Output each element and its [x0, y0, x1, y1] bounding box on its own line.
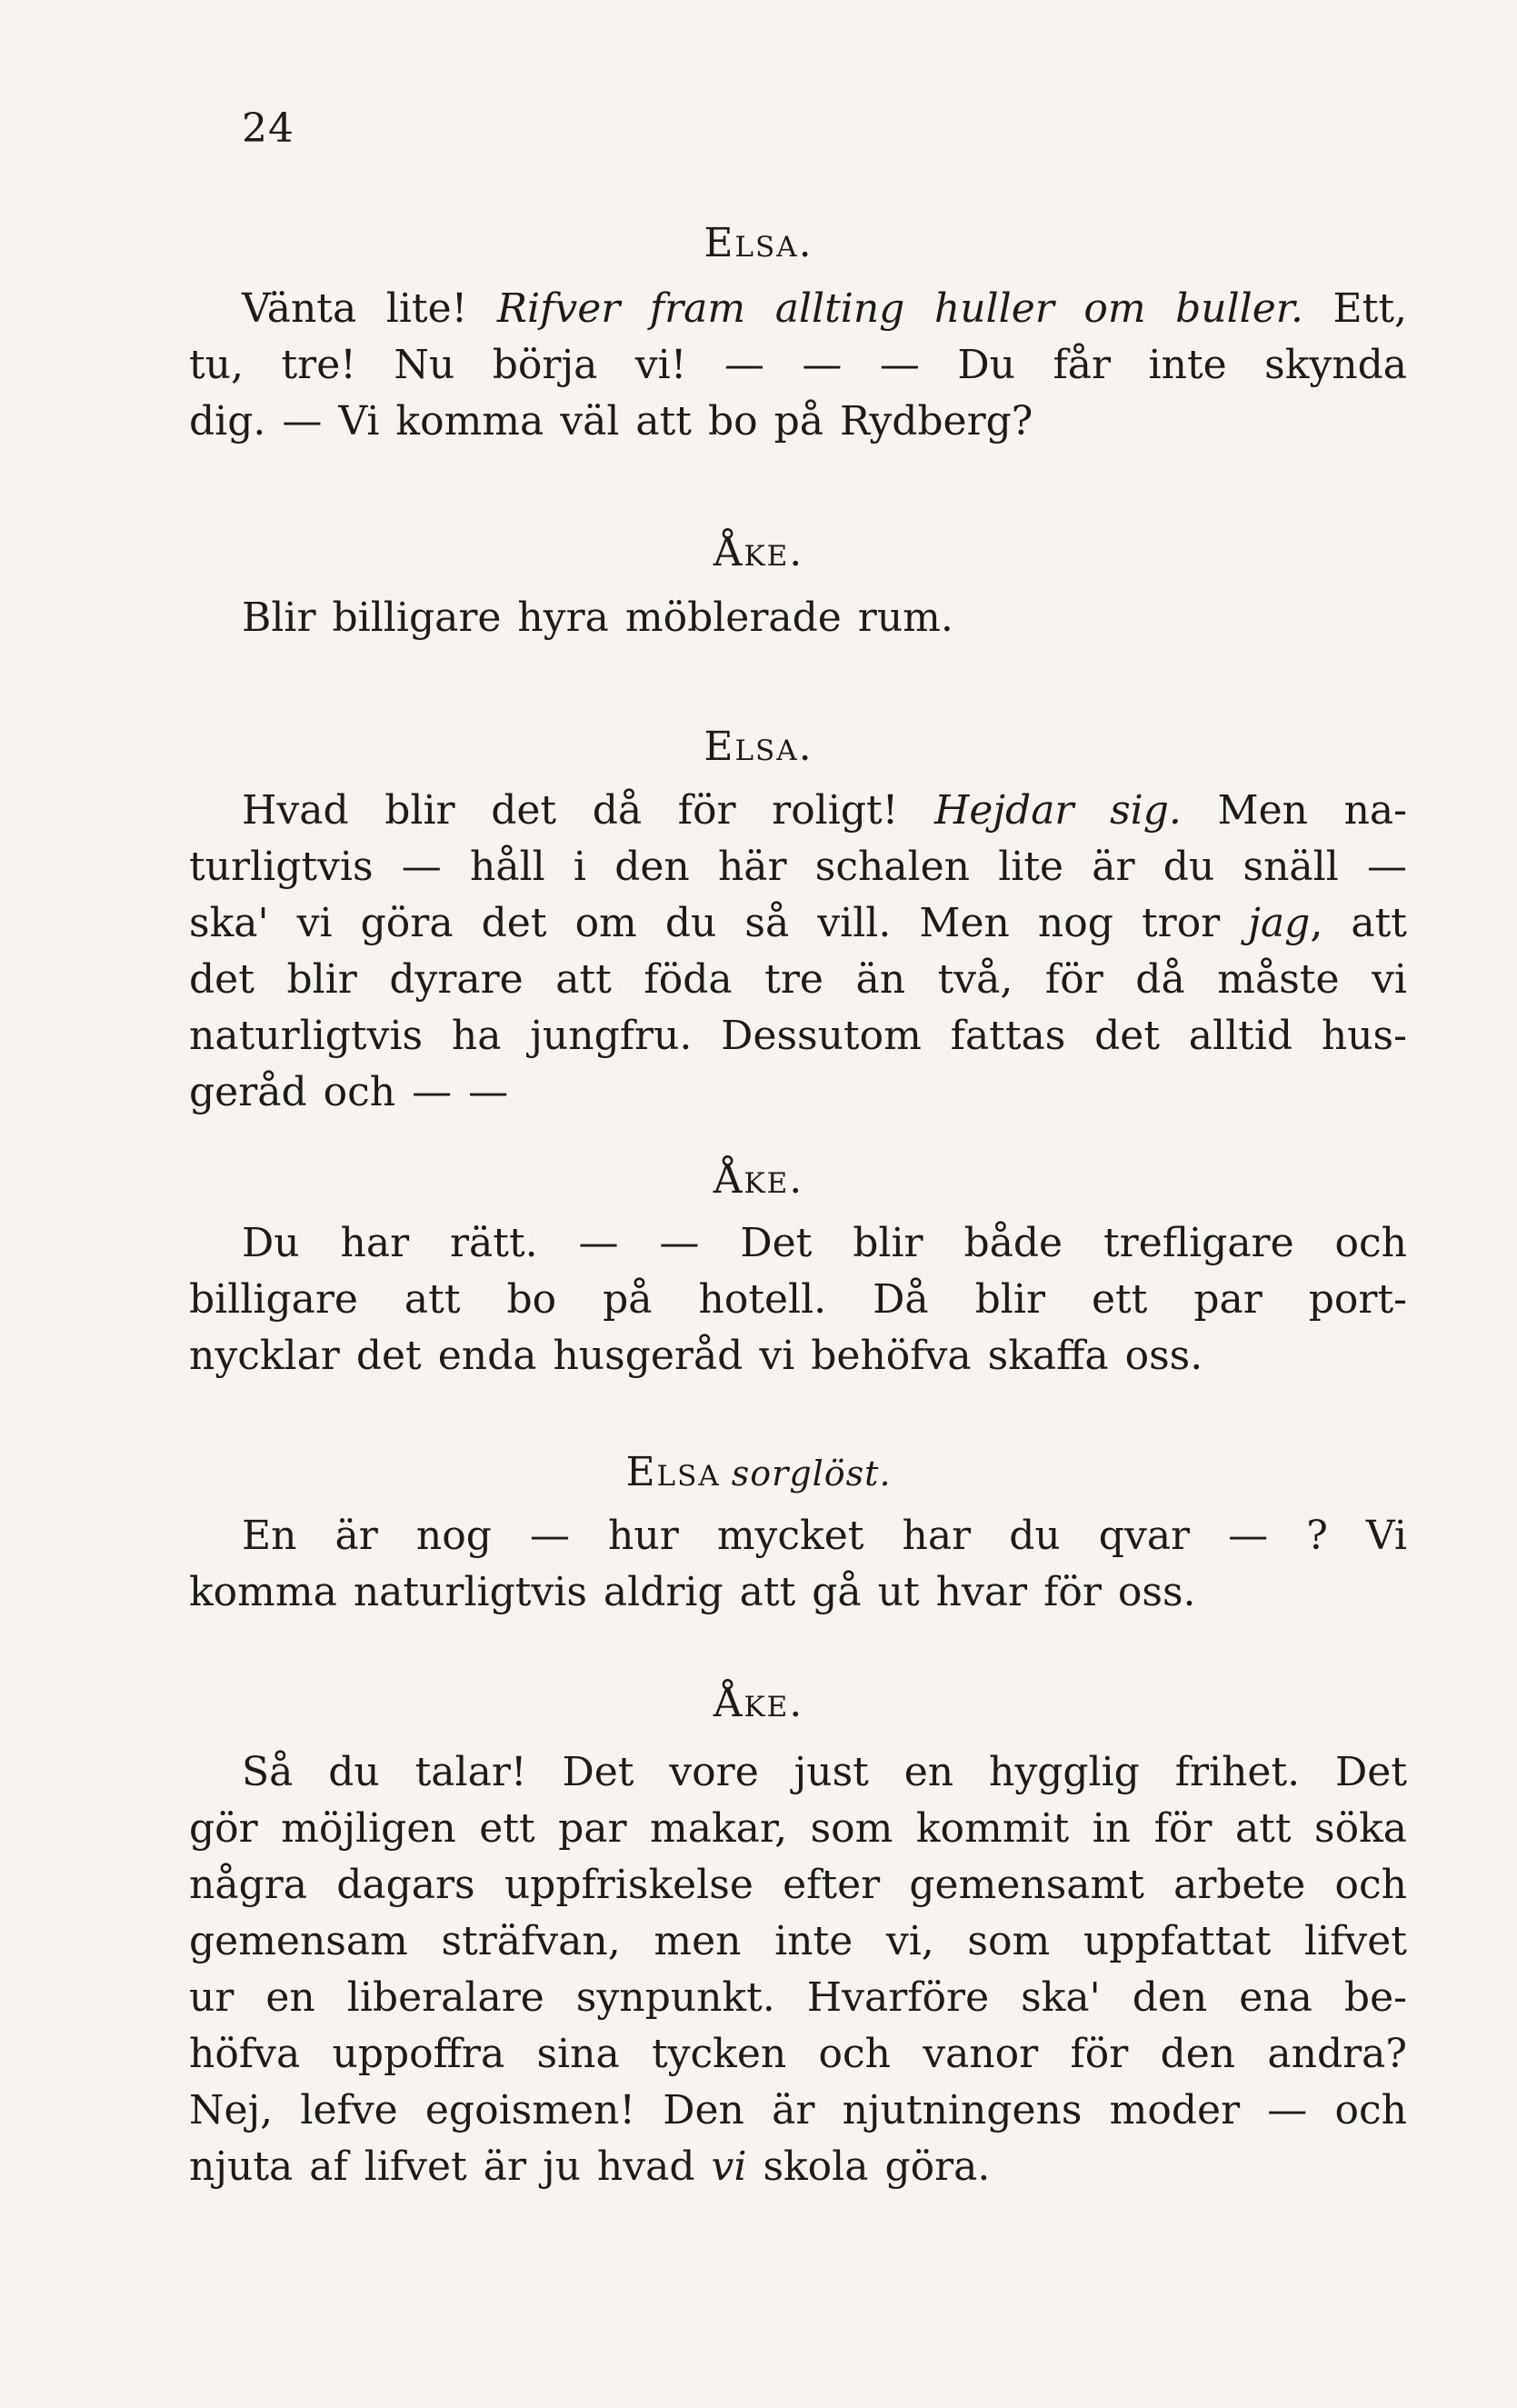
- text-line: [189, 1013, 1407, 1059]
- text-run: dig. — Vi komma väl att bo på Rydberg?: [189, 398, 1033, 445]
- text-line: [242, 787, 1408, 834]
- text-line: [189, 1805, 1407, 1852]
- text-run: det blir dyrare att föda tre än två, för då måste vi: [189, 956, 1407, 1003]
- speaker-name: Elsa: [625, 1449, 721, 1495]
- speaker-name: Åke.: [713, 1156, 804, 1203]
- stage-direction: Rifver fram allting huller om buller.: [496, 285, 1303, 332]
- page-number: 24: [242, 105, 294, 152]
- text-run: ska' vi göra det om du så vill. Men nog tror: [189, 900, 1249, 946]
- text-run: naturligtvis ha jungfru. Dessutom fattas det alltid hus-: [189, 1013, 1407, 1059]
- speaker-heading: [0, 1156, 1517, 1203]
- speaker-name: Elsa.: [704, 220, 813, 266]
- text-run: tu, tre! Nu börja vi! — — — Du får inte skynda: [189, 342, 1407, 388]
- text-run: , att: [1310, 900, 1407, 946]
- speaker-heading: [0, 220, 1517, 266]
- text-line: [242, 1513, 1407, 1559]
- text-run: Du har rätt. — — Det blir både trefligare och: [242, 1220, 1407, 1266]
- text-run: njuta af lifvet är ju hvad: [189, 2143, 712, 2190]
- text-line: [189, 1069, 1407, 1115]
- text-line: [189, 1862, 1407, 1908]
- text-line: [189, 2031, 1407, 2077]
- text-run: Ett,: [1302, 285, 1407, 332]
- text-run: billigare att bo på hotell. Då blir ett par port-: [189, 1276, 1407, 1323]
- text-run: Hvad blir det då för roligt!: [242, 787, 934, 834]
- text-run: ur en liberalare synpunkt. Hvarföre ska' den ena be-: [189, 1974, 1407, 2021]
- emphasis: vi: [711, 2143, 747, 2190]
- text-line: [189, 844, 1407, 890]
- text-run: Men na-: [1181, 787, 1408, 834]
- stage-direction: Hejdar sig.: [933, 787, 1182, 834]
- text-run: Vänta lite!: [242, 285, 497, 332]
- emphasis: jag: [1248, 900, 1311, 946]
- text-line: [242, 285, 1407, 332]
- text-run: turligtvis — håll i den här schalen lite är du snäll —: [189, 844, 1407, 890]
- text-run: några dagars uppfriskelse efter gemensamt arbete och: [189, 1862, 1407, 1908]
- text-line: [189, 900, 1407, 946]
- text-run: gemensam sträfvan, men inte vi, som uppfattat lifvet: [189, 1918, 1407, 1964]
- text-line: [189, 956, 1407, 1003]
- text-line: [189, 2143, 1407, 2190]
- text-run: nycklar det enda husgeråd vi behöfva skaffa oss.: [189, 1333, 1203, 1379]
- text-line: [189, 398, 1407, 445]
- speaker-heading: [0, 1680, 1517, 1726]
- speaker-name: Åke.: [713, 1680, 804, 1726]
- text-run: Blir billigare hyra möblerade rum.: [242, 595, 953, 641]
- text-line: [189, 1974, 1407, 2021]
- text-line: [189, 2087, 1407, 2133]
- text-run: gör möjligen ett par makar, som kommit in för att söka: [189, 1805, 1407, 1852]
- text-line: [242, 595, 1407, 641]
- text-line: [242, 1220, 1407, 1266]
- stage-direction: sorglöst.: [731, 1454, 892, 1494]
- text-line: [189, 1333, 1407, 1379]
- speaker-name: Åke.: [713, 529, 804, 575]
- text-run: En är nog — hur mycket har du qvar — ? Vi: [242, 1513, 1407, 1559]
- text-run: Så du talar! Det vore just en hygglig frihet. Det: [242, 1749, 1407, 1795]
- text-run: komma naturligtvis aldrig att gå ut hvar för oss.: [189, 1569, 1196, 1615]
- text-line: [189, 342, 1407, 388]
- text-line: [189, 1918, 1407, 1964]
- text-run: höfva uppoffra sina tycken och vanor för den andra?: [189, 2031, 1407, 2077]
- text-run: skola göra.: [746, 2143, 991, 2190]
- text-line: [189, 1569, 1407, 1615]
- text-line: [242, 1749, 1407, 1795]
- text-run: Nej, lefve egoismen! Den är njutningens moder — och: [189, 2087, 1407, 2133]
- speaker-heading: [0, 724, 1517, 770]
- text-run: geråd och — —: [189, 1069, 509, 1115]
- speaker-heading: [0, 1449, 1517, 1495]
- speaker-name: Elsa.: [704, 724, 813, 770]
- text-line: [189, 1276, 1407, 1323]
- speaker-heading: [0, 529, 1517, 575]
